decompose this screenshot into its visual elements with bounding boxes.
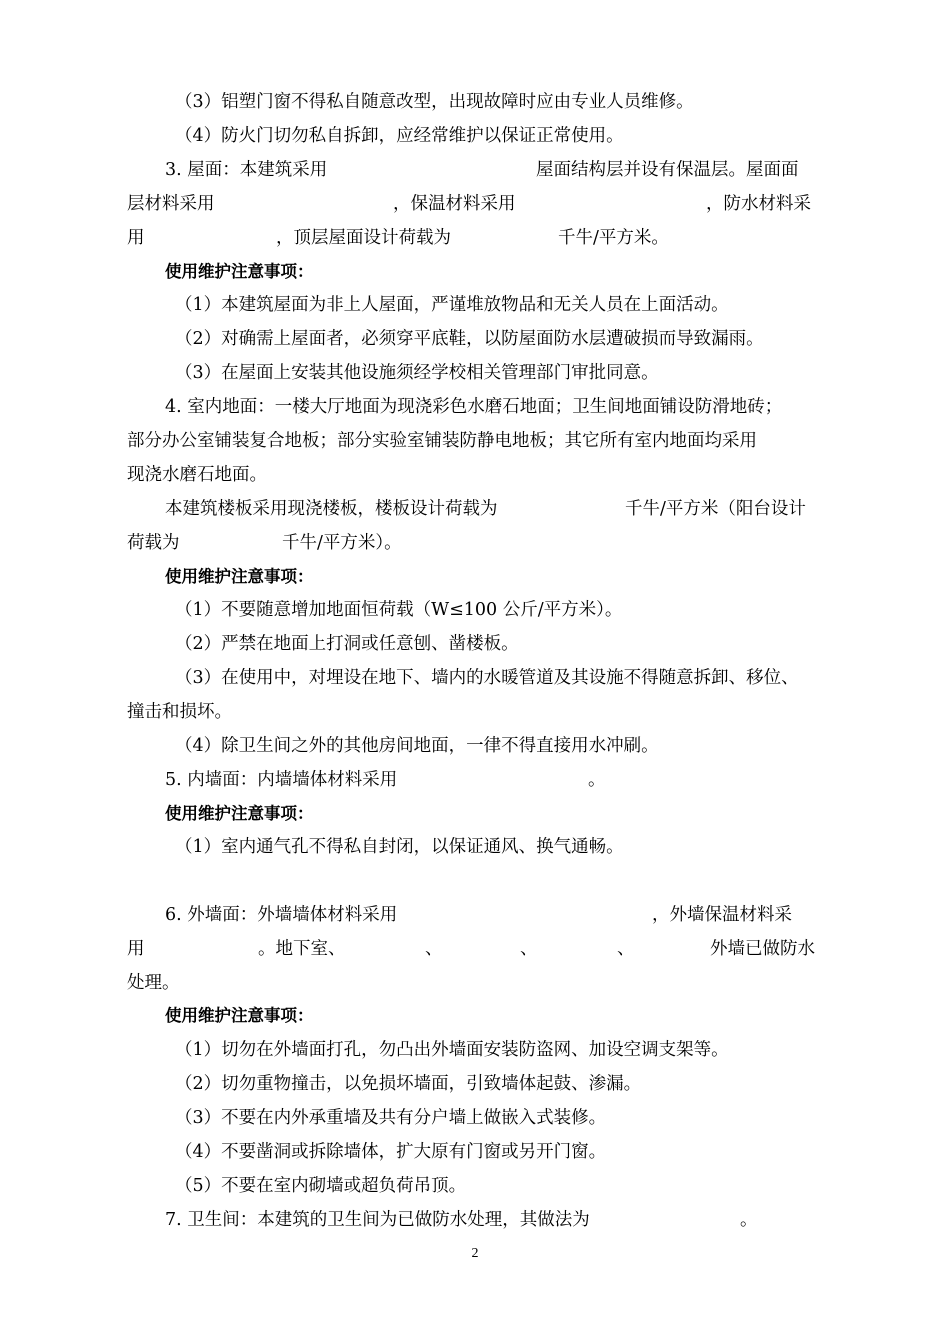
text-line: （2）对确需上屋面者，必须穿平底鞋，以防屋面防水层遭破损而导致漏雨。: [175, 329, 764, 349]
text-line: ，顶层屋面设计荷载为: [276, 228, 451, 248]
text-line: ，防水材料采: [706, 194, 811, 214]
text-line: ，保温材料采用: [393, 194, 516, 214]
text-line: 处理。: [127, 973, 180, 993]
text-line: 。地下室、: [258, 939, 346, 959]
text-line: （1）不要随意增加地面恒荷载（W≤100 公斤/平方米）。: [175, 600, 623, 620]
text-line: （1）本建筑屋面为非上人屋面，严谨堆放物品和无关人员在上面活动。: [175, 295, 729, 315]
section-heading: 使用维护注意事项：: [165, 1006, 314, 1025]
text-line: 、: [617, 939, 635, 959]
text-line: 千牛/平方米（阳台设计: [625, 499, 806, 519]
text-line: 、: [520, 939, 538, 959]
text-line: （4）不要凿洞或拆除墙体，扩大原有门窗或另开门窗。: [175, 1142, 607, 1162]
page-number: 2: [471, 1246, 479, 1261]
section-heading: 使用维护注意事项：: [165, 567, 314, 586]
text-line: （1）室内通气孔不得私自封闭，以保证通风、换气通畅。: [175, 837, 624, 857]
text-line: 。: [740, 1210, 758, 1230]
text-line: 6. 外墙面：外墙墙体材料采用: [165, 905, 398, 925]
text-line: （3）不要在内外承重墙及共有分户墙上做嵌入式装修。: [175, 1108, 607, 1128]
text-line: （3）铝塑门窗不得私自随意改型，出现故障时应由专业人员维修。: [175, 92, 694, 112]
text-line: （2）严禁在地面上打洞或任意刨、凿楼板。: [175, 634, 519, 654]
text-line: 现浇水磨石地面。: [127, 465, 267, 485]
text-line: （3）在使用中，对埋设在地下、墙内的水暖管道及其设施不得随意拆卸、移位、: [175, 668, 799, 688]
text-line: 撞击和损坏。: [127, 702, 232, 722]
text-line: 用: [127, 228, 145, 248]
text-line: 层材料采用: [127, 194, 215, 214]
section-heading: 使用维护注意事项：: [165, 262, 314, 281]
text-line: （5）不要在室内砌墙或超负荷吊顶。: [175, 1176, 467, 1196]
text-line: 4. 室内地面：一楼大厅地面为现浇彩色水磨石地面；卫生间地面铺设防滑地砖；: [165, 397, 783, 417]
text-line: 千牛/平方米）。: [282, 533, 402, 553]
text-line: （1）切勿在外墙面打孔，勿凸出外墙面安装防盗网、加设空调支架等。: [175, 1040, 729, 1060]
text-line: 7. 卫生间：本建筑的卫生间为已做防水处理，其做法为: [165, 1210, 590, 1230]
section-heading: 使用维护注意事项：: [165, 804, 314, 823]
text-line: 本建筑楼板采用现浇楼板，楼板设计荷载为: [165, 499, 498, 519]
text-line: （3）在屋面上安装其他设施须经学校相关管理部门审批同意。: [175, 363, 659, 383]
text-line: （4）除卫生间之外的其他房间地面，一律不得直接用水冲刷。: [175, 736, 659, 756]
text-line: 外墙已做防水: [710, 939, 815, 959]
text-line: 屋面结构层并设有保温层。屋面面: [536, 160, 799, 180]
text-line: 用: [127, 939, 145, 959]
text-line: 千牛/平方米。: [558, 228, 669, 248]
text-line: 5. 内墙面：内墙墙体材料采用: [165, 770, 398, 790]
text-line: 、: [425, 939, 443, 959]
text-line: ，外墙保温材料采: [652, 905, 792, 925]
text-line: 3. 屋面：本建筑采用: [165, 160, 328, 180]
text-line: （4）防火门切勿私自拆卸，应经常维护以保证正常使用。: [175, 126, 624, 146]
text-line: 部分办公室铺装复合地板；部分实验室铺装防静电地板；其它所有室内地面均采用: [127, 431, 757, 451]
text-line: 荷载为: [127, 533, 180, 553]
text-line: 。: [588, 770, 606, 790]
text-line: （2）切勿重物撞击，以免损坏墙面，引致墙体起鼓、渗漏。: [175, 1074, 642, 1094]
